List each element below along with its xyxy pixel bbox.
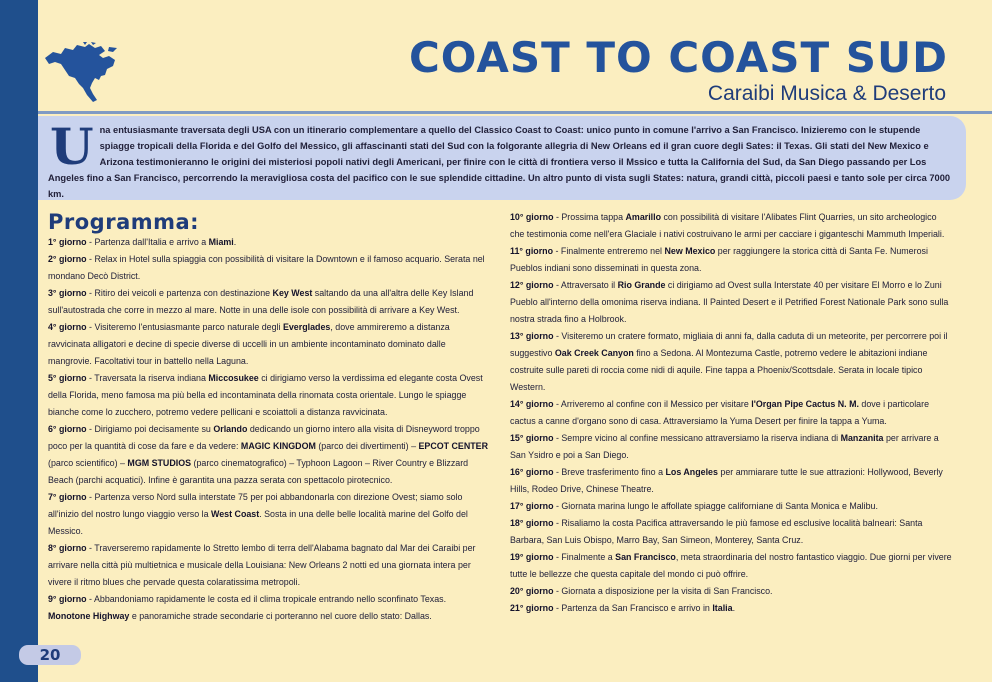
day-text: - Breve trasferimento fino a bbox=[553, 467, 666, 477]
day-text: - Giornata marina lungo le affollate spiagge californiane di Santa Monica e Malibu. bbox=[553, 501, 878, 511]
day-label: 14° giorno bbox=[510, 399, 554, 409]
day-label: 5° giorno bbox=[48, 373, 87, 383]
day-highlight: MGM STUDIOS bbox=[127, 458, 192, 468]
program-day-11 bbox=[510, 243, 952, 277]
day-text: - Attraversato il bbox=[553, 280, 618, 290]
side-band bbox=[0, 0, 38, 682]
day-text: per arrivare a San Ysidro e poi a San Diego. bbox=[510, 433, 939, 460]
day-highlight: West Coast bbox=[211, 509, 260, 519]
program-day-12 bbox=[510, 277, 952, 328]
day-label: 18° giorno bbox=[510, 518, 554, 528]
intro-dropcap: U bbox=[50, 117, 94, 176]
day-text: . bbox=[732, 603, 736, 613]
day-label: 16° giorno bbox=[510, 467, 554, 477]
day-text: - Visiteremo un cratere formato, migliaia di anni fa, dalla caduta di un meteorite, per percorrere poi il suggestivo bbox=[510, 331, 948, 358]
day-label: 11° giorno bbox=[510, 246, 554, 256]
program-day-13 bbox=[510, 328, 952, 396]
day-highlight: New Mexico bbox=[664, 246, 716, 256]
program-day-8 bbox=[48, 540, 490, 591]
day-highlight: Amarillo bbox=[625, 212, 662, 222]
day-highlight: MAGIC KINGDOM bbox=[240, 441, 316, 451]
day-text: dedicando un giorno intero alla visita di Disneyword troppo poco per la quantità di cose da fare e da vedere: bbox=[48, 424, 480, 451]
day-highlight: Rio Grande bbox=[617, 280, 666, 290]
day-text: - Risaliamo la costa Pacifica attraversando le più famose ed esclusive località balneari: Santa Barbara, San Luis Obispo, Marro Bay, San Simeon, Monterey, Santa Cruz. bbox=[510, 518, 923, 545]
program-day-20 bbox=[510, 583, 952, 600]
day-label: 13° giorno bbox=[510, 331, 554, 341]
day-label: 21° giorno bbox=[510, 603, 554, 613]
program-column-right bbox=[510, 209, 952, 617]
program-day-18 bbox=[510, 515, 952, 549]
day-text: - Relax in Hotel sulla spiaggia con possibilità di visitare la Downtown e il famoso acquario. Serata nel mondano Decò District. bbox=[48, 254, 485, 281]
day-highlight: Italia bbox=[712, 603, 733, 613]
day-highlight: Monotone Highway bbox=[48, 611, 130, 621]
day-text: - Visiteremo l'entusiasmante parco naturale degli bbox=[86, 322, 283, 332]
day-text: - Finalmente a bbox=[553, 552, 616, 562]
day-label: 3° giorno bbox=[48, 288, 87, 298]
day-label: 19° giorno bbox=[510, 552, 554, 562]
day-text: con possibilità di visitare l'Alibates Flint Quarries, un sito archeologico che testimonia come nell'era Glaciale i nativi costruivano le armi per cacciare i giganteschi Mammuth Imperiali. bbox=[510, 212, 945, 239]
day-text: ci dirigiamo ad Ovest sulla Interstate 40 per visitare El Morro e lo Zuni Pueblo all'interno della omonima riserva indiana. Il Painted Desert e il Petrified Forest Nationale Park sono sulla nostra strada fino a Holbrook. bbox=[510, 280, 949, 324]
day-text: (parco dei divertimenti) – bbox=[315, 441, 419, 451]
day-highlight: Miami bbox=[208, 237, 234, 247]
day-text: (parco scientifico) – bbox=[48, 458, 128, 468]
program-day-19 bbox=[510, 549, 952, 583]
day-text: per ammiarare tutte le sue attrazioni: Hollywood, Beverly Hills, Rodeo Drive, Chinese Theatre. bbox=[510, 467, 943, 494]
program-title: Programma: bbox=[48, 210, 200, 234]
day-label: 8° giorno bbox=[48, 543, 87, 553]
day-highlight: l'Organ Pipe Cactus N. M. bbox=[751, 399, 859, 409]
day-highlight: Everglades bbox=[282, 322, 331, 332]
day-highlight: Key West bbox=[272, 288, 313, 298]
day-label: 9° giorno bbox=[48, 594, 87, 604]
program-day-2 bbox=[48, 251, 490, 285]
day-text: e panoramiche strade secondarie ci porteranno nel cuore dello stato: Dallas. bbox=[129, 611, 432, 621]
program-day-1 bbox=[48, 234, 490, 251]
day-highlight: Los Angeles bbox=[665, 467, 718, 477]
day-highlight: Miccosukee bbox=[208, 373, 259, 383]
day-text: - Traversata la riserva indiana bbox=[86, 373, 209, 383]
day-text: fino a Sedona. Al Montezuma Castle, potremo vedere le abitazioni indiane costruite sulle pareti di roccia come nidi di aquile. Fine tappa a Phoenix/Scottsdale. Serata in locale tipico Western. bbox=[510, 348, 928, 392]
day-text: - Prossima tappa bbox=[553, 212, 626, 222]
day-text: - Dirigiamo poi decisamente su bbox=[86, 424, 214, 434]
day-text: - Finalmente entreremo nel bbox=[553, 246, 665, 256]
north-america-map-icon bbox=[43, 42, 125, 104]
day-highlight: San Francisco bbox=[615, 552, 676, 562]
program-day-6 bbox=[48, 421, 490, 489]
program-day-16 bbox=[510, 464, 952, 498]
day-text: . Sosta in una delle belle località marine del Golfo del Messico. bbox=[48, 509, 468, 536]
day-text: ci dirigiamo verso la verdissima ed elegante costa Ovest della Florida, meno famosa ma più bella ed incontaminata della rinomata costa orientale. Lungo le spiagge bianche come lo zucchero, potremo vedere pellicani e scoiattoli a distanza ravvicinata. bbox=[48, 373, 483, 417]
program-day-21 bbox=[510, 600, 952, 617]
day-text: - Partenza da San Francisco e arrivo in bbox=[553, 603, 713, 613]
page-title: COAST TO COAST SUD bbox=[408, 33, 948, 82]
day-label: 2° giorno bbox=[48, 254, 87, 264]
day-text: - Partenza verso Nord sulla interstate 75 per poi abbandonarla con direzione Ovest; siamo solo all'inizio del nostro lungo viaggio verso la bbox=[48, 492, 463, 519]
day-label: 17° giorno bbox=[510, 501, 554, 511]
intro-text: na entusiasmante traversata degli USA con un itinerario complementare a quello del Classico Coast to Coast: unico punto in comune l'arrivo a San Francisco. Inizieremo con le stupende spiagge tropicali della Florida e del Golfo del Messico, gli affascinanti stati del Sud con la folgorante allegria di New Orleans ed il gran cuore degli Sates: il Texas. Gli stati del New Mexico e Arizona testimonieranno le origini dei misteriosi popoli nativi degli Americani, per finire con le città di frontiera verso il Mssico e tutta la California del Sud, da San Diego passando per Los Angeles fino a San Francisco, percorrendo la meravigliosa costa del pacifico con le sue splendide cittadine. Un altro punto di vista sugli States: natura, grandi città, piccoli paesi e tanto sole per circa 7000 km. bbox=[48, 125, 951, 199]
page-subtitle: Caraibi Musica & Deserto bbox=[707, 82, 946, 105]
page-number: 20 bbox=[19, 645, 81, 665]
program-day-3 bbox=[48, 285, 490, 319]
day-text: dove i particolare cactus a canne d'organo sono di casa. Attraversiamo la Yuma Desert per finire la tappa a Yuma. bbox=[510, 399, 930, 426]
day-text: . bbox=[233, 237, 237, 247]
day-text: saltando da una all'altra delle Key Island sull'autostrada che corre in mezzo al mare. Notte in una delle isole con possibilità di arrivare a Key West. bbox=[48, 288, 474, 315]
day-label: 12° giorno bbox=[510, 280, 554, 290]
day-highlight: Manzanita bbox=[840, 433, 884, 443]
day-highlight: Oak Creek Canyon bbox=[554, 348, 634, 358]
day-text: , dove ammireremo a distanza ravvicinata alligatori e decine di specie diverse di uccelli in un ambiente incontaminato dominato dalle mangrovie. Facoltativi tour in battello nella Laguna. bbox=[48, 322, 450, 366]
day-label: 1° giorno bbox=[48, 237, 87, 247]
day-text: - Giornata a disposizione per la visita di San Francisco. bbox=[553, 586, 773, 596]
day-label: 6° giorno bbox=[48, 424, 87, 434]
day-label: 15° giorno bbox=[510, 433, 554, 443]
program-day-15 bbox=[510, 430, 952, 464]
program-day-10 bbox=[510, 209, 952, 243]
program-day-9 bbox=[48, 591, 490, 625]
program-day-14 bbox=[510, 396, 952, 430]
program-day-4 bbox=[48, 319, 490, 370]
title-divider bbox=[38, 111, 992, 114]
day-highlight: EPCOT CENTER bbox=[418, 441, 489, 451]
day-text: per raggiungere la storica città di Santa Fe. Numerosi Pueblos indiani sono disseminati in questa zona. bbox=[510, 246, 928, 273]
day-label: 7° giorno bbox=[48, 492, 87, 502]
day-text: - Traverseremo rapidamente lo Stretto lembo di terra dell'Alabama bagnato dal Mar dei Caraibi per arrivare nella città più multietnica e musicale della Louisiana: New Orleans 2 notti ed una giornata intera per vivere il ritmo blues che pervade questa colaratissima metropoli. bbox=[48, 543, 476, 587]
program-day-7 bbox=[48, 489, 490, 540]
day-text: - Sempre vicino al confine messicano attraversiamo la riserva indiana di bbox=[553, 433, 841, 443]
day-text: - Abbandoniamo rapidamente le costa ed il clima tropicale entrando nello sconfinato Texas. bbox=[86, 594, 447, 604]
day-text: , meta straordinaria del nostro fantastico viaggio. Due giorni per vivere tutte le bellezze che questa capitale del mondo ci può offrire. bbox=[510, 552, 952, 579]
day-label: 10° giorno bbox=[510, 212, 554, 222]
day-text: - Partenza dall'Italia e arrivo a bbox=[86, 237, 209, 247]
program-day-17 bbox=[510, 498, 952, 515]
day-text: - Arriveremo al confine con il Messico per visitare bbox=[553, 399, 752, 409]
program-column-left bbox=[48, 234, 490, 625]
day-highlight: Orlando bbox=[213, 424, 248, 434]
day-label: 4° giorno bbox=[48, 322, 87, 332]
day-label: 20° giorno bbox=[510, 586, 554, 596]
intro-box bbox=[38, 116, 966, 200]
day-text: - Ritiro dei veicoli e partenza con destinazione bbox=[86, 288, 273, 298]
program-day-5 bbox=[48, 370, 490, 421]
day-text: (parco cinematografico) – Typhoon Lagoon – River Country e Blizzard Beach (parchi acquatici). Infine è garantita una pazza serata con spettacolo pirotecnico. bbox=[48, 458, 469, 485]
